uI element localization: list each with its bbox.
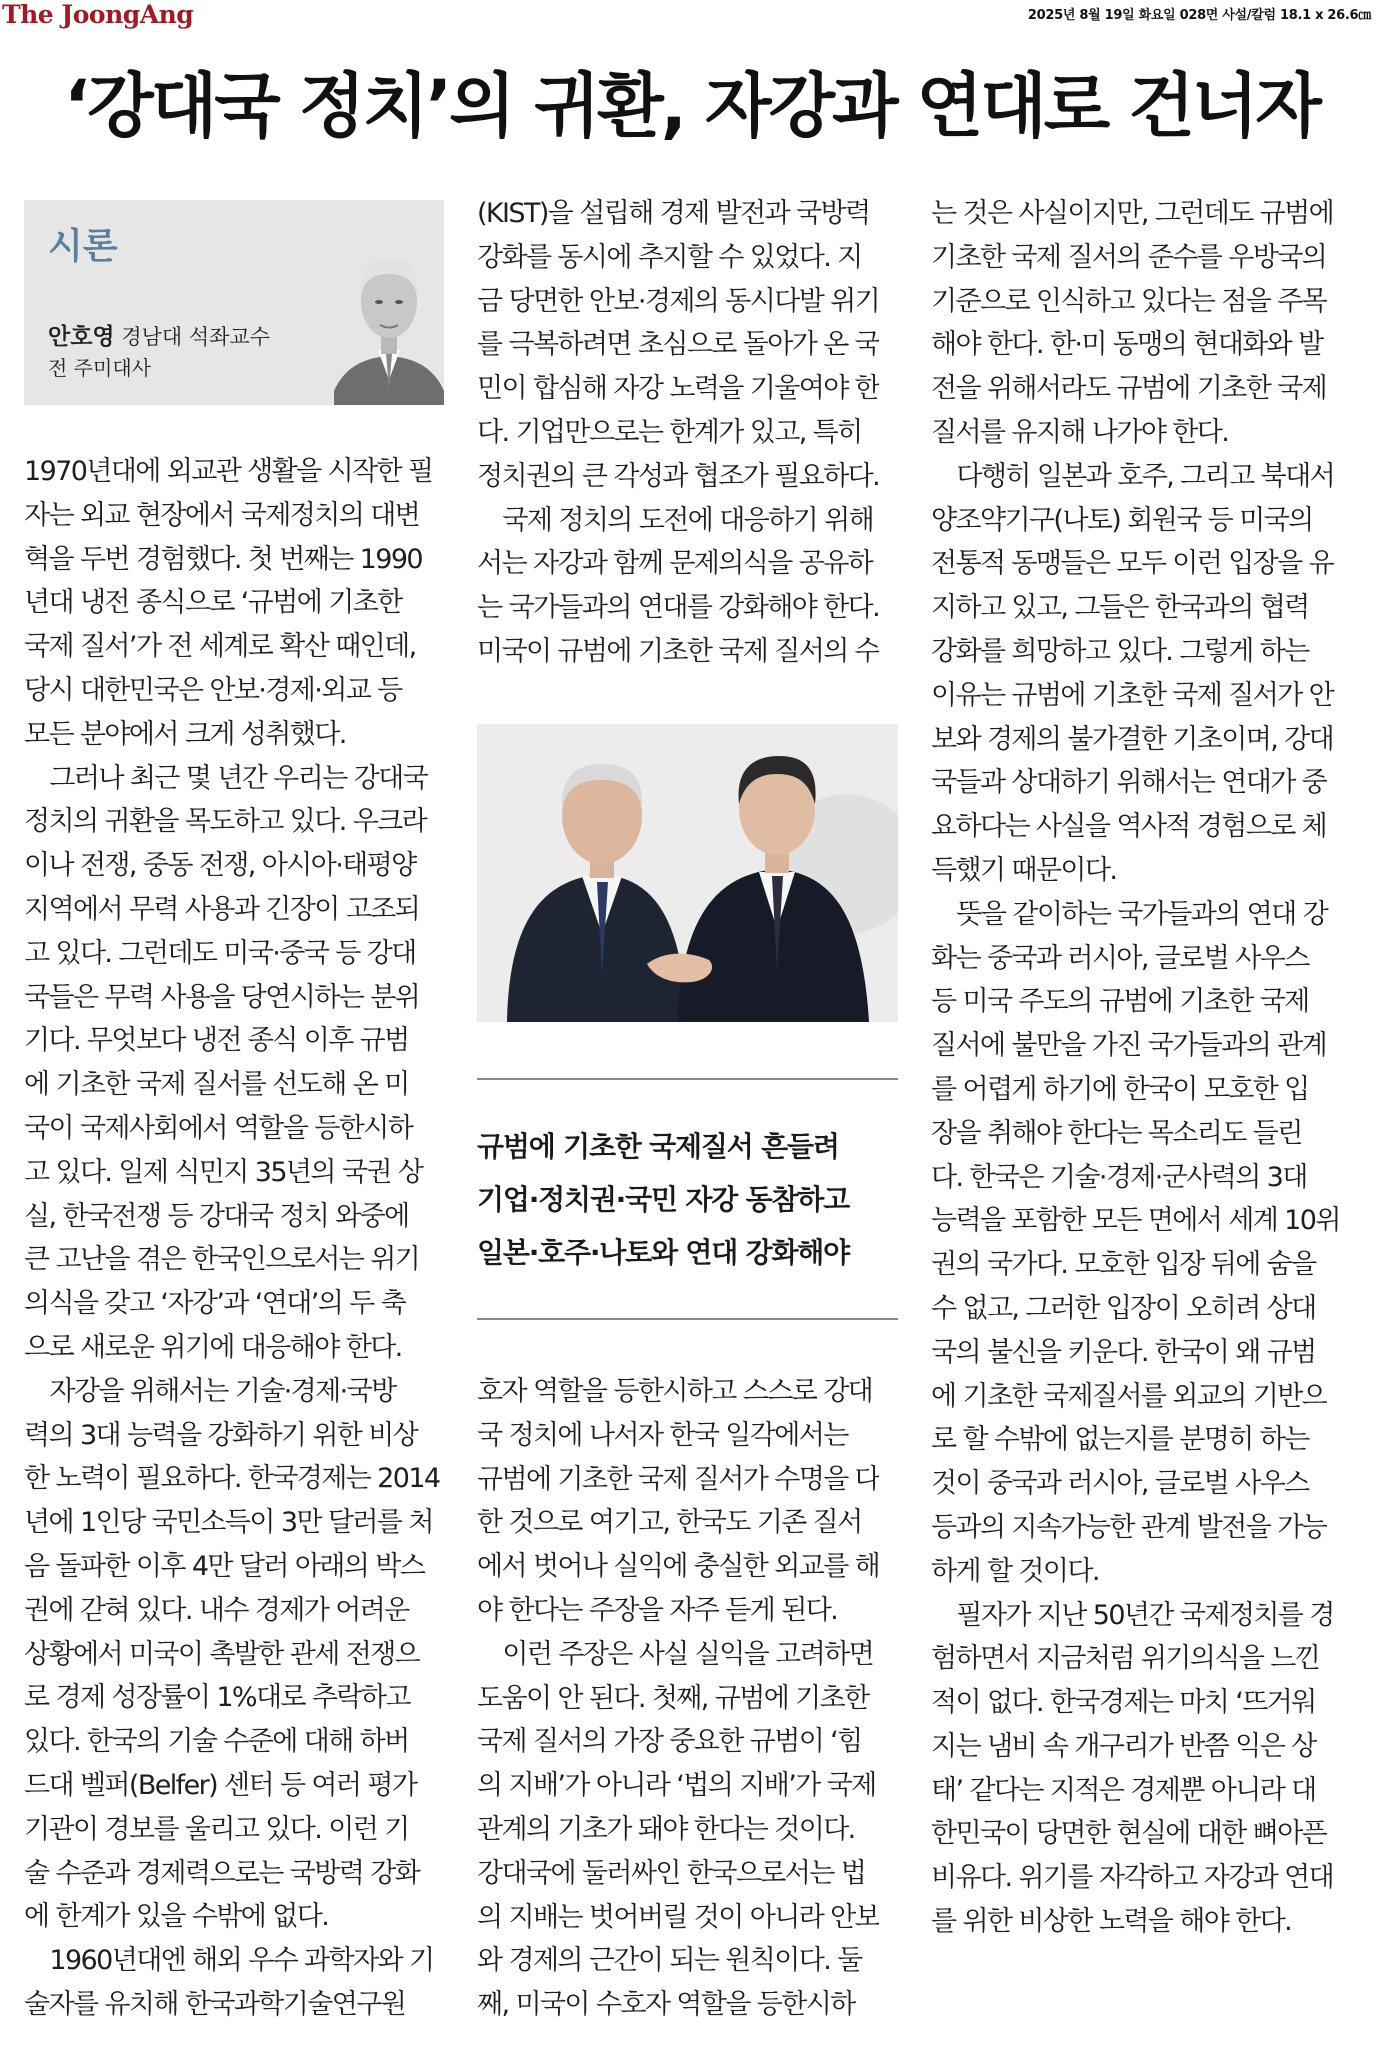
column-3 <box>931 192 1340 1944</box>
article-line: 험하면서 지금처럼 위기의식을 느낀 <box>931 1643 1320 1675</box>
article-line: 질서를 유지해 나가야 한다. <box>931 416 1229 448</box>
article-line: 도움이 안 된다. 첫째, 규범에 기초한 <box>477 1682 869 1714</box>
article-line: 관계의 기초가 돼야 한다는 것이다. <box>477 1813 855 1845</box>
article-line: 는 것은 사실이지만, 그런데도 규범에 <box>931 198 1334 229</box>
article-line: 비유다. 위기를 자각하고 자강과 연대 <box>931 1862 1334 1894</box>
article-line: 강대국에 둘러싸인 한국으로서는 법 <box>477 1857 866 1889</box>
article-line: 째, 미국이 수호자 역할을 등한시하 <box>477 1989 855 2021</box>
article-line: 권의 국가다. 모호한 입장 뒤에 숨을 <box>931 1249 1316 1281</box>
article-line: 질서에 불만을 가진 국가들과의 관계 <box>931 1030 1327 1062</box>
article-line: 것이 중국과 러시아, 글로벌 사우스 <box>931 1468 1309 1500</box>
pullquote-top-rule <box>477 1078 898 1080</box>
article-line: 화는 중국과 러시아, 글로벌 사우스 <box>931 942 1309 974</box>
article-line: 태’ 같다는 지적은 경제뿐 아니라 대 <box>931 1774 1316 1806</box>
article-line: 기초한 국제 질서의 준수를 우방국의 <box>931 241 1327 273</box>
article-line: 국제 질서의 가장 중요한 규범이 ‘힘 <box>477 1726 862 1758</box>
article-line: 정치의 귀환을 목도하고 있다. 우크라 <box>24 806 427 838</box>
article-line: 다. 기업만으로는 한계가 있고, 특히 <box>477 416 862 448</box>
article-line: 권에 갇혀 있다. 내수 경제가 어려운 <box>24 1594 409 1626</box>
article-line: 1960년대엔 해외 우수 과학자와 기 <box>24 1945 434 1977</box>
article-line: 요하다는 사실을 역사적 경험으로 체 <box>931 811 1327 843</box>
article-line: 당시 대한민국은 안보·경제·외교 등 <box>24 674 402 706</box>
handshake-photo <box>477 724 898 1022</box>
article-line: 혁을 두번 경험했다. 첫 번째는 1990 <box>24 543 422 575</box>
byline-box <box>24 200 444 405</box>
pullquote-line: 기업·정치권·국민 자강 동참하고 <box>477 1183 849 1216</box>
article-line: 국들과 상대하기 위해서는 연대가 중 <box>931 767 1327 799</box>
article-line: 술자를 유치해 한국과학기술연구원 <box>24 1988 406 2020</box>
article-line: 에서 벗어나 실익에 충실한 외교를 해 <box>477 1551 880 1583</box>
article-line: 술 수준과 경제력으로는 국방력 강화 <box>24 1857 420 1889</box>
pullquote-bottom-rule <box>477 1318 898 1320</box>
article-line: 강화를 동시에 추지할 수 있었다. 지 <box>477 241 862 273</box>
pullquote-line: 일본·호주·나토와 연대 강화해야 <box>477 1236 849 1269</box>
article-line: 장을 취해야 한다는 목소리도 들린 <box>931 1117 1302 1149</box>
article-line: 음 돌파한 이후 4만 달러 아래의 박스 <box>24 1550 425 1582</box>
article-line: 한 것으로 여기고, 한국도 기존 질서 <box>477 1507 862 1539</box>
article-line: 득했기 때문이다. <box>931 854 1117 886</box>
column-2-bottom <box>477 1370 879 2027</box>
article-line: 국 정치에 나서자 한국 일각에서는 <box>477 1419 848 1451</box>
article-line: 국제 정치의 도전에 대응하기 위해 <box>477 504 874 536</box>
article-line: 자는 외교 현장에서 국제정치의 대변 <box>24 499 420 531</box>
article-line: 의식을 갖고 ‘자강’과 ‘연대’의 두 축 <box>24 1288 406 1320</box>
article-line: 에 기초한 국제 질서를 선도해 온 미 <box>24 1069 409 1101</box>
article-line: 적이 없다. 한국경제는 마치 ‘뜨거워 <box>931 1687 1316 1719</box>
publication-info: 2025년 8월 19일 화요일 028면 사설/칼럼 18.1 x 26.6㎝ <box>1027 8 1371 23</box>
article-line: 의 지배’가 아니라 ‘법의 지배’가 국제 <box>477 1770 876 1802</box>
masthead <box>0 0 1383 36</box>
article-line: 야 한다는 주장을 자주 듣게 된다. <box>477 1594 838 1626</box>
author-role: 경남대 석좌교수 <box>121 325 271 349</box>
column-2-top <box>477 192 879 674</box>
article-line: 국이 국제사회에서 역할을 등한시하 <box>24 1112 413 1144</box>
article-line: 상황에서 미국이 촉발한 관세 전쟁으 <box>24 1638 420 1670</box>
article-line: 미국이 규범에 기초한 국제 질서의 수 <box>477 635 880 667</box>
article-line: 규범에 기초한 국제 질서가 수명을 다 <box>477 1463 880 1495</box>
article-line: 강화를 희망하고 있다. 그렇게 하는 <box>931 635 1309 667</box>
article-line: 력의 3대 능력을 강화하기 위한 비상 <box>24 1419 418 1451</box>
article-line: 실, 한국전쟁 등 강대국 정치 와중에 <box>24 1200 409 1232</box>
article-line: 로 할 수밖에 없는지를 분명히 하는 <box>931 1424 1309 1456</box>
article-line: 등과의 지속가능한 관계 발전을 가능 <box>931 1511 1327 1543</box>
article-line: 다행히 일본과 호주, 그리고 북대서 <box>931 460 1335 492</box>
article-line: 수 없고, 그러한 입장이 오히려 상대 <box>931 1292 1316 1324</box>
article-line: 해야 한다. 한·미 동맹의 현대화와 발 <box>931 329 1323 361</box>
headline: ‘강대국 정치’의 귀환, 자강과 연대로 건너자 <box>64 65 1319 147</box>
column-1 <box>24 450 440 2027</box>
article-line: 의 지배는 벗어버릴 것이 아니라 안보 <box>477 1901 880 1933</box>
article-line: 기준으로 인식하고 있다는 점을 주목 <box>931 285 1327 317</box>
article-line: 큰 고난을 겪은 한국인으로서는 위기 <box>24 1244 420 1276</box>
article-line: 고 있다. 그런데도 미국·중국 등 강대 <box>24 937 416 969</box>
article-line: 와 경제의 근간이 되는 원칙이다. 둘 <box>477 1945 862 1977</box>
article-line: 에 기초한 국제질서를 외교의 기반으 <box>931 1380 1327 1412</box>
article-line: 금 당면한 안보·경제의 동시다발 위기 <box>477 285 880 317</box>
article-line: 이유는 규범에 기초한 국제 질서가 안 <box>931 679 1334 711</box>
article-line: 민이 합심해 자강 노력을 기울여야 한 <box>477 373 880 405</box>
section-label: 시론 <box>48 226 118 267</box>
article-line: 이나 전쟁, 중동 전쟁, 아시아·태평양 <box>24 850 416 882</box>
article-line: 를 극복하려면 초심으로 돌아가 온 국 <box>477 329 880 361</box>
newspaper-logo: The JoongAng <box>2 0 194 29</box>
author-former-role: 전 주미대사 <box>48 356 151 380</box>
article-line: 국제 질서’가 전 세계로 확산 때인데, <box>24 631 416 663</box>
article-line: 국들은 무력 사용을 당연시하는 분위 <box>24 981 420 1013</box>
article-line: 뜻을 같이하는 국가들과의 연대 강 <box>931 898 1328 930</box>
article-line: 기다. 무엇보다 냉전 종식 이후 규범 <box>24 1025 409 1057</box>
article-line: 1970년대에 외교관 생활을 시작한 필 <box>24 456 433 487</box>
article-line: 한민국이 당면한 현실에 대한 뼈아픈 <box>931 1818 1327 1850</box>
article-line: 으로 새로운 위기에 대응해야 한다. <box>24 1331 402 1363</box>
article-line: 지하고 있고, 그들은 한국과의 협력 <box>931 592 1309 624</box>
article-line: 보와 경제의 불가결한 기초이며, 강대 <box>931 723 1334 755</box>
article-line: 국의 불신을 키운다. 한국이 왜 규범 <box>931 1336 1316 1368</box>
article-line: 능력을 포함한 모든 면에서 세계 10위 <box>931 1205 1340 1237</box>
article-line: 에 한계가 있을 수밖에 없다. <box>24 1901 329 1933</box>
author-line <box>48 318 270 351</box>
article-line: 한 노력이 필요하다. 한국경제는 2014 <box>24 1463 440 1495</box>
article-line: 전을 위해서라도 규범에 기초한 국제 <box>931 373 1327 405</box>
article-line: 를 위한 비상한 노력을 해야 한다. <box>931 1906 1292 1938</box>
article-line: (KIST)을 설립해 경제 발전과 국방력 <box>477 198 870 229</box>
article-line: 고 있다. 일제 식민지 35년의 국권 상 <box>24 1156 423 1188</box>
article-line: 호자 역할을 등한시하고 스스로 강대 <box>477 1376 873 1407</box>
article-line: 모든 분야에서 크게 성취했다. <box>24 718 346 750</box>
article-line: 등 미국 주도의 규범에 기초한 국제 <box>931 986 1309 1018</box>
article-line: 필자가 지난 50년간 국제정치를 경 <box>931 1599 1334 1631</box>
article-line: 있다. 한국의 기술 수준에 대해 하버 <box>24 1726 409 1758</box>
pullquote <box>477 1120 898 1279</box>
article-line: 그러나 최근 몇 년간 우리는 강대국 <box>24 762 428 794</box>
article-line: 정치권의 큰 각성과 협조가 필요하다. <box>477 460 880 492</box>
author-portrait <box>334 230 444 405</box>
article-line: 이런 주장은 사실 실익을 고려하면 <box>477 1638 874 1670</box>
article-line: 전통적 동맹들은 모두 이런 입장을 유 <box>931 548 1334 580</box>
article-line: 기관이 경보를 울리고 있다. 이런 기 <box>24 1813 409 1845</box>
article-line: 양조약기구(나토) 회원국 등 미국의 <box>931 504 1313 536</box>
article-line: 년에 1인당 국민소득이 3만 달러를 처 <box>24 1507 433 1539</box>
article-line: 서는 자강과 함께 문제의식을 공유하 <box>477 548 873 580</box>
article-line: 는 국가들과의 연대를 강화해야 한다. <box>477 592 880 624</box>
article-line: 지역에서 무력 사용과 긴장이 고조되 <box>24 893 420 925</box>
article-line: 를 어렵게 하기에 한국이 모호한 입 <box>931 1073 1309 1105</box>
article-line: 년대 냉전 종식으로 ‘규범에 기초한 <box>24 587 402 619</box>
article-line: 다. 한국은 기술·경제·군사력의 3대 <box>931 1161 1307 1193</box>
article-line: 로 경제 성장률이 1%대로 추락하고 <box>24 1682 410 1714</box>
article-line: 자강을 위해서는 기술·경제·국방 <box>24 1375 396 1407</box>
author-name: 안호영 <box>48 324 115 350</box>
article-line: 드대 벨퍼(Belfer) 센터 등 여러 평가 <box>24 1769 417 1801</box>
pullquote-line: 규범에 기초한 국제질서 흔들려 <box>477 1130 839 1163</box>
article-line: 하게 할 것이다. <box>931 1555 1099 1587</box>
article-line: 지는 냄비 속 개구리가 반쯤 익은 상 <box>931 1730 1316 1762</box>
